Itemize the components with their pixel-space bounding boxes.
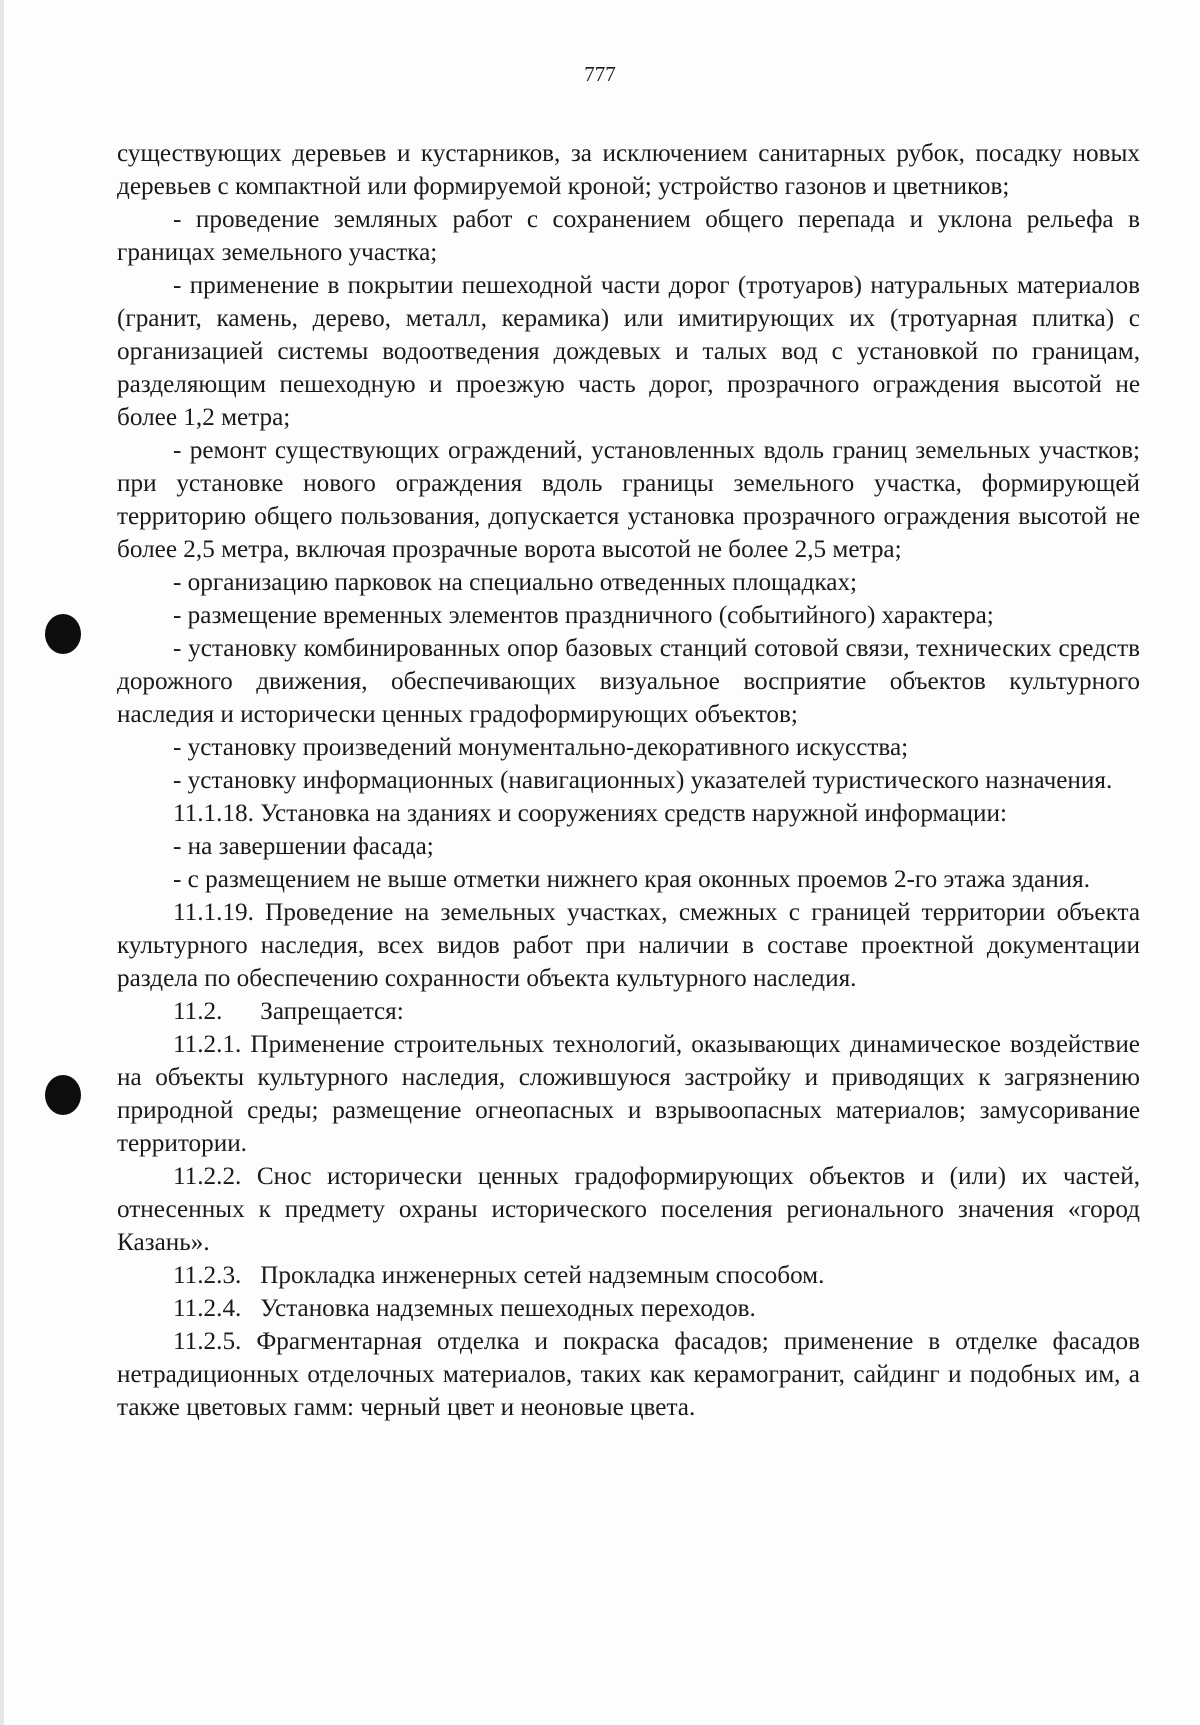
paragraph-3: - ремонт существующих ограждений, установленных вдоль границ земельных участков; при установке нового ограждения вдоль границы земельного участка, формирующей территорию общего пользования, допускается установка прозрачного ограждения высотой не более 2,5 метра, включая прозрачные ворота высотой не более 2,5 метра; xyxy=(117,437,1140,563)
scan-edge xyxy=(0,0,4,1725)
punch-hole-icon xyxy=(45,1075,81,1115)
paragraph-10: - на завершении фасада; xyxy=(173,833,434,860)
paragraph-0: существующих деревьев и кустарников, за исключением санитарных рубок, посадку новых деревьев с компактной или формируемой кроной; устройство газонов и цветников; xyxy=(117,140,1140,200)
punch-hole-icon xyxy=(45,614,81,654)
clause-11-2-2: 11.2.2. Снос исторически ценных градоформирующих объектов и (или) их частей, отнесенных к предмету охраны исторического поселения регионального значения «город Казань». xyxy=(117,1163,1140,1256)
clause-11-1-18: 11.1.18. Установка на зданиях и сооружениях средств наружной информации: xyxy=(173,800,1007,827)
paragraph-2: - применение в покрытии пешеходной части дорог (тротуаров) натуральных материалов (гранит, камень, дерево, металл, керамика) или имитирующих их (тротуарная плитка) с организацией системы водоотведения дождевых и талых вод с установкой по границам, разделяющим пешеходную и проезжую часть дорог, прозрачного ограждения высотой не более 1,2 метра; xyxy=(117,272,1140,431)
clause-11-2-1: 11.2.1. Применение строительных технологий, оказывающих динамическое воздействие на объекты культурного наследия, сложившуюся застройку и приводящих к загрязнению природной среды; размещение огнеопасных и взрывоопасных материалов; замусоривание территории. xyxy=(117,1031,1140,1157)
document-body xyxy=(117,137,1140,1424)
clause-11-2: 11.2. Запрещается: xyxy=(173,998,404,1025)
paragraph-11: - с размещением не выше отметки нижнего края оконных проемов 2-го этажа здания. xyxy=(173,866,1091,893)
clause-11-2-5: 11.2.5. Фрагментарная отделка и покраска фасадов; применение в отделке фасадов нетрадиционных отделочных материалов, таких как керамогранит, сайдинг и подобных им, а также цветовых гамм: черный цвет и неоновые цвета. xyxy=(117,1328,1140,1421)
clause-11-1-19: 11.1.19. Проведение на земельных участках, смежных с границей территории объекта культурного наследия, всех видов работ при наличии в составе проектной документации раздела по обеспечению сохранности объекта культурного наследия. xyxy=(117,899,1140,992)
paragraph-4: - организацию парковок на специально отведенных площадках; xyxy=(173,569,858,596)
clause-11-2-4: 11.2.4. Установка надземных пешеходных переходов. xyxy=(173,1295,756,1322)
paragraph-8: - установку информационных (навигационных) указателей туристического назначения. xyxy=(173,767,1113,794)
paragraph-5: - размещение временных элементов праздничного (событийного) характера; xyxy=(173,602,994,629)
paragraph-1: - проведение земляных работ с сохранением общего перепада и уклона рельефа в границах земельного участка; xyxy=(117,206,1140,266)
paragraph-7: - установку произведений монументально-декоративного искусства; xyxy=(173,734,909,761)
paragraph-6: - установку комбинированных опор базовых станций сотовой связи, технических средств дорожного движения, обеспечивающих визуальное восприятие объектов культурного наследия и исторически ценных градоформирующих объектов; xyxy=(117,635,1140,728)
page-number: 777 xyxy=(584,62,616,86)
clause-11-2-3: 11.2.3. Прокладка инженерных сетей надземным способом. xyxy=(173,1262,825,1289)
